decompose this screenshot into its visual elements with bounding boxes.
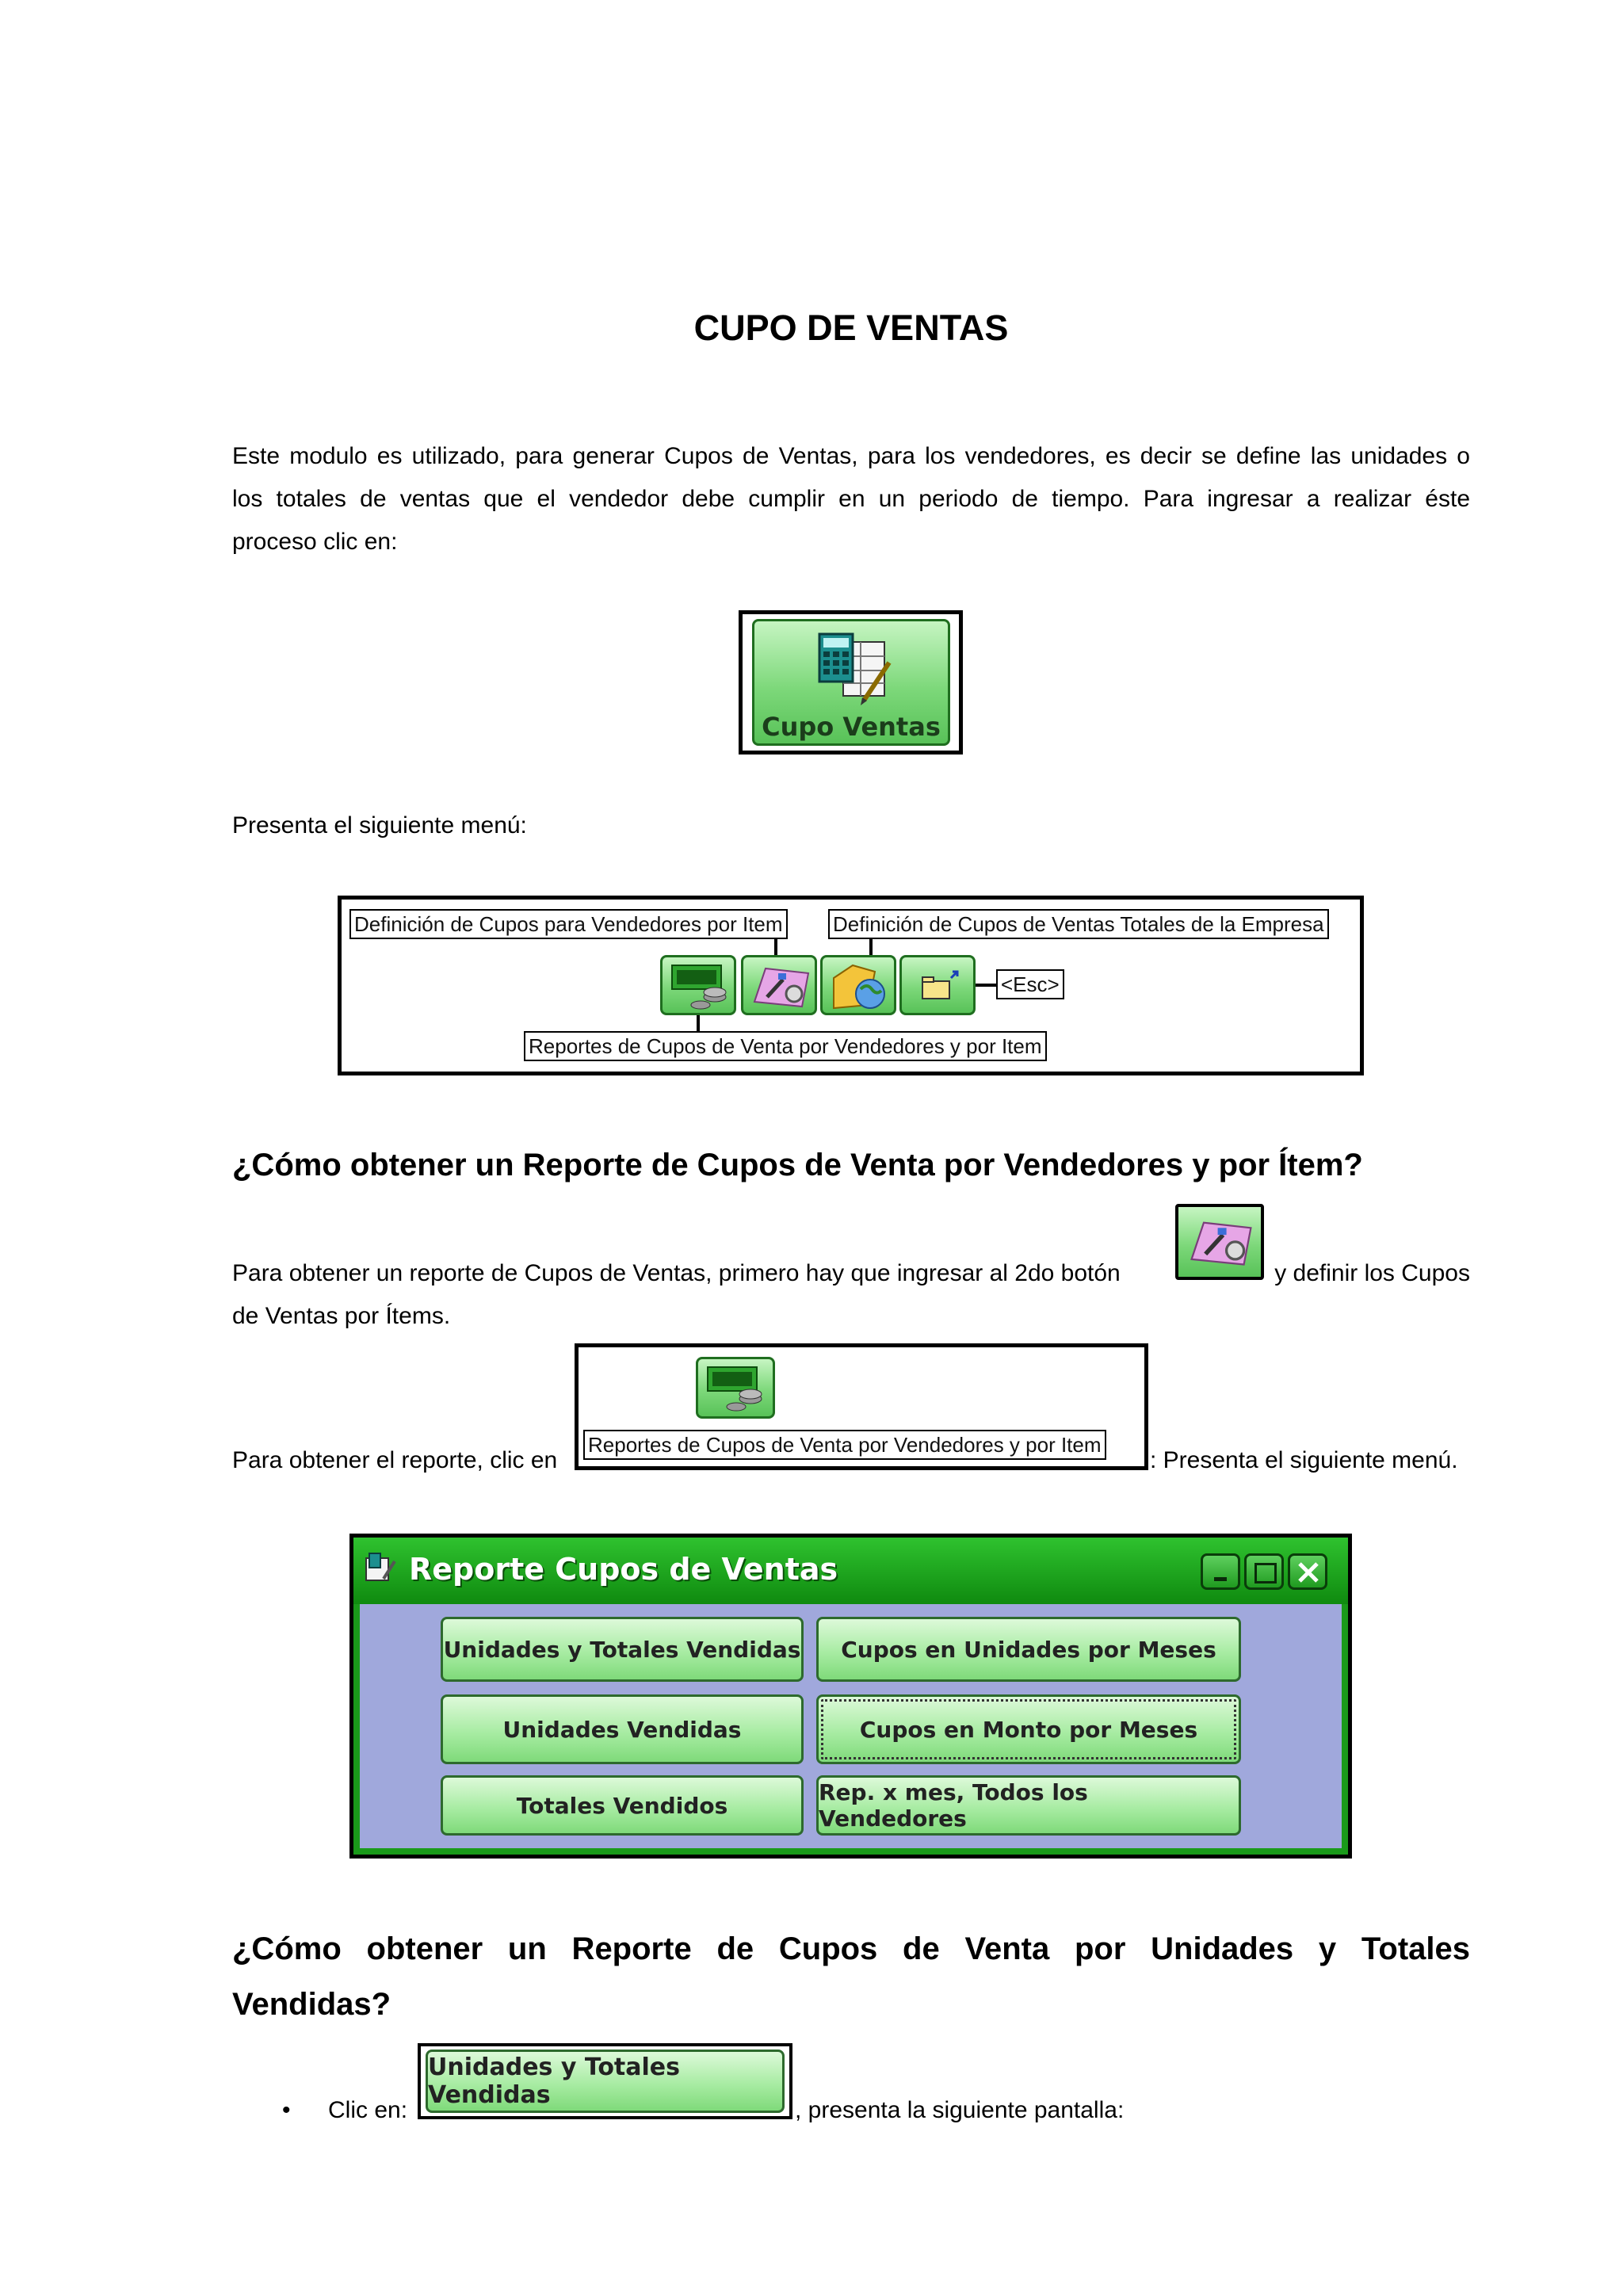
cupo-ventas-label: Cupo Ventas bbox=[762, 712, 941, 742]
unidades-totales-inline-button[interactable]: Unidades y Totales Vendidas bbox=[426, 2050, 785, 2113]
close-button[interactable] bbox=[1288, 1553, 1327, 1590]
map-edit-icon bbox=[1186, 1215, 1256, 1270]
money-stack-icon bbox=[669, 961, 732, 1013]
reportes-toolbar-button[interactable] bbox=[660, 955, 736, 1015]
def-item-toolbar-button[interactable] bbox=[741, 955, 817, 1015]
connector-line bbox=[976, 984, 998, 987]
presenta-menu-text: Presenta el siguiente menú: bbox=[232, 812, 527, 839]
tooltip-def-item: Definición de Cupos para Vendedores por Item bbox=[349, 909, 788, 939]
page-title: CUPO DE VENTAS bbox=[693, 308, 1009, 348]
section-heading-unidades-totales-line2: Vendidas? bbox=[232, 1987, 391, 2022]
def-totales-toolbar-button[interactable] bbox=[820, 955, 896, 1015]
intro-line-2: los totales de ventas que el vendedor debe cumplir en un periodo de tiempo. Para ingresar a realizar éste bbox=[232, 486, 1470, 512]
window-body bbox=[360, 1604, 1342, 1848]
second-button-inline[interactable] bbox=[1175, 1204, 1264, 1280]
reportes-inline-figure bbox=[575, 1343, 1148, 1470]
reporte-window bbox=[349, 1534, 1352, 1859]
minimize-button[interactable] bbox=[1201, 1553, 1240, 1590]
maximize-button[interactable] bbox=[1244, 1553, 1284, 1590]
map-edit-icon bbox=[750, 962, 813, 1011]
tooltip-esc: <Esc> bbox=[996, 969, 1064, 999]
exit-folder-icon bbox=[918, 967, 962, 1007]
para2-text: Para obtener un reporte de Cupos de Ventas, primero hay que ingresar al 2do botón bbox=[232, 1260, 1121, 1286]
section-heading-unidades-totales: ¿Cómo obtener un Reporte de Cupos de Venta por Unidades y Totales bbox=[232, 1931, 1470, 1966]
para3-text: Para obtener el reporte, clic en bbox=[232, 1447, 558, 1473]
rep-mes-todos-button[interactable]: Rep. x mes, Todos los Vendedores bbox=[816, 1775, 1241, 1836]
money-stack-icon bbox=[705, 1362, 768, 1415]
cupos-unidades-meses-button[interactable]: Cupos en Unidades por Meses bbox=[816, 1617, 1241, 1682]
para3-text-end: : Presenta el siguiente menú. bbox=[1150, 1447, 1458, 1473]
totales-vendidos-button[interactable]: Totales Vendidos bbox=[441, 1775, 804, 1836]
unidades-totales-button[interactable]: Unidades y Totales Vendidas bbox=[441, 1617, 804, 1682]
exit-toolbar-button[interactable] bbox=[899, 955, 976, 1015]
para2-line2: de Ventas por Ítems. bbox=[232, 1303, 451, 1329]
tooltip-def-totales: Definición de Cupos de Ventas Totales de la Empresa bbox=[828, 909, 1329, 939]
section-heading-vendedores-item: ¿Cómo obtener un Reporte de Cupos de Venta por Vendedores y por Ítem? bbox=[232, 1148, 1363, 1182]
bullet-button-frame bbox=[418, 2043, 792, 2119]
toolbar-figure bbox=[338, 896, 1364, 1075]
bullet-text: Clic en: bbox=[328, 2097, 408, 2123]
window-app-icon bbox=[363, 1550, 398, 1585]
bullet-dot: • bbox=[282, 2097, 291, 2123]
intro-line-1: Este modulo es utilizado, para generar Cupos de Ventas, para los vendedores, es decir se define las unidades o bbox=[232, 443, 1470, 469]
cupo-ventas-button[interactable] bbox=[752, 619, 950, 746]
globe-folder-icon bbox=[829, 961, 892, 1013]
window-titlebar bbox=[353, 1538, 1348, 1604]
calculator-sheet-icon bbox=[815, 631, 894, 710]
minimize-icon bbox=[1214, 1577, 1227, 1581]
intro-line-3: proceso clic en: bbox=[232, 529, 398, 555]
para2-text-end: y definir los Cupos bbox=[1274, 1260, 1470, 1286]
bullet-text-end: , presenta la siguiente pantalla: bbox=[795, 2097, 1125, 2123]
maximize-icon bbox=[1254, 1563, 1277, 1584]
cupo-ventas-frame bbox=[739, 610, 963, 755]
cupos-monto-meses-button[interactable]: Cupos en Monto por Meses bbox=[816, 1694, 1241, 1764]
unidades-vendidas-button[interactable]: Unidades Vendidas bbox=[441, 1694, 804, 1764]
reportes-inline-button[interactable] bbox=[696, 1357, 775, 1419]
tooltip-reportes: Reportes de Cupos de Venta por Vendedores y por Item bbox=[524, 1031, 1047, 1061]
window-title: Reporte Cupos de Ventas bbox=[409, 1552, 838, 1587]
tooltip-reportes-inline: Reportes de Cupos de Venta por Vendedores y por Item bbox=[583, 1430, 1106, 1460]
close-icon bbox=[1296, 1561, 1320, 1584]
